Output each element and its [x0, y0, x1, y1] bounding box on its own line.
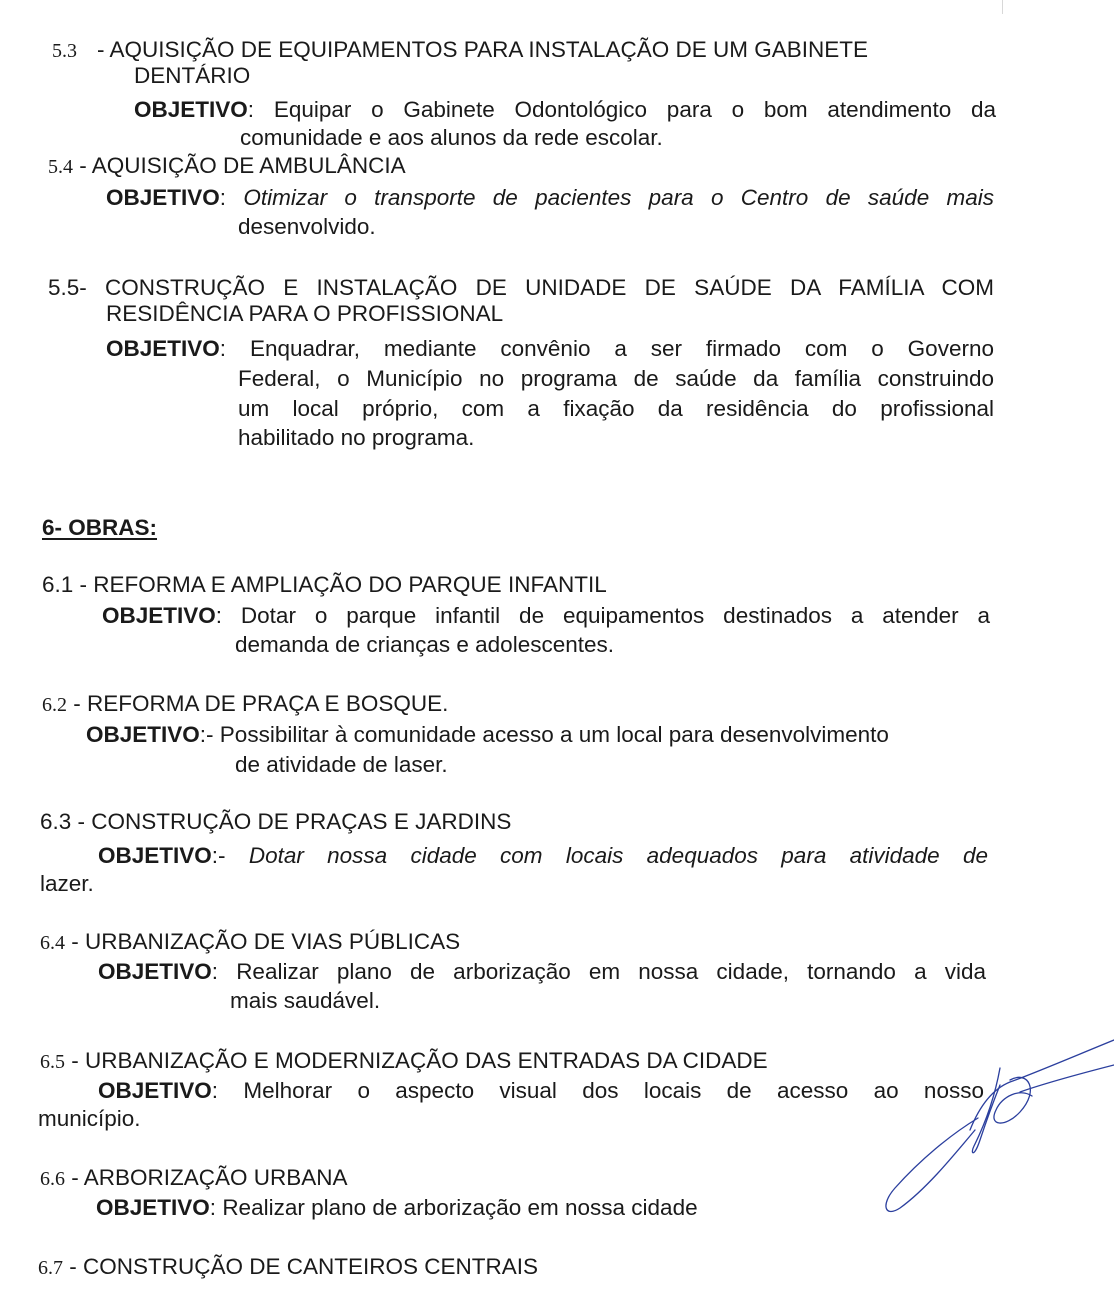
item-5-4-objective-cont: desenvolvido.	[238, 214, 376, 239]
objective-label: OBJETIVO	[106, 185, 220, 210]
item-title: - CONSTRUÇÃO DE CANTEIROS CENTRAIS	[69, 1254, 539, 1279]
item-title: - REFORMA DE PRAÇA E BOSQUE.	[73, 691, 449, 716]
objective-label: OBJETIVO	[98, 1078, 212, 1103]
objective-text: Federal, o Município no programa de saúde da família construindo	[238, 366, 994, 391]
item-6-6-title	[40, 1164, 348, 1193]
objective-label: OBJETIVO	[96, 1195, 210, 1220]
item-5-5-title-cont: RESIDÊNCIA PARA O PROFISSIONAL	[106, 301, 504, 326]
objective-text: Equipar o Gabinete Odontológico para o bom atendimento da	[273, 97, 996, 122]
item-5-3-title-cont: DENTÁRIO	[134, 63, 251, 88]
item-6-5-objective	[98, 1077, 984, 1104]
item-number: 5.3	[52, 40, 77, 62]
objective-label: OBJETIVO	[98, 843, 212, 868]
item-6-7-title	[38, 1253, 538, 1282]
item-6-4-title	[40, 928, 460, 957]
item-6-6-objective	[96, 1194, 698, 1221]
item-6-3-title: 6.3 - CONSTRUÇÃO DE PRAÇAS E JARDINS	[40, 809, 512, 834]
scan-edge-mark	[1002, 0, 1003, 14]
item-6-5-title	[40, 1047, 768, 1076]
objective-separator: :	[219, 336, 227, 361]
item-title: 5.5- CONSTRUÇÃO E INSTALAÇÃO DE UNIDADE DE SAÚDE DA FAMÍLIA COM	[48, 275, 994, 300]
item-5-5-objective-line2	[238, 365, 994, 392]
objective-text: um local próprio, com a fixação da residência do profissional	[238, 396, 994, 421]
item-6-1-objective-cont: demanda de crianças e adolescentes.	[235, 632, 614, 657]
objective-separator: :-	[211, 843, 226, 868]
objective-text: Dotar o parque infantil de equipamentos destinados a atender a	[240, 603, 990, 628]
objective-text: Realizar plano de arborização em nossa cidade, tornando a vida	[236, 959, 986, 984]
objective-text: Enquadrar, mediante convênio a ser firmado com o Governo	[249, 336, 994, 361]
objective-text: Melhorar o aspecto visual dos locais de acesso ao nosso	[243, 1078, 984, 1103]
objective-separator: :-	[199, 722, 214, 747]
item-title: - ARBORIZAÇÃO URBANA	[71, 1165, 348, 1190]
objective-text: Otimizar o transporte de pacientes para o Centro de saúde mais	[243, 185, 994, 210]
item-title: - AQUISIÇÃO DE AMBULÂNCIA	[79, 153, 406, 178]
objective-text: Possibilitar à comunidade acesso a um local para desenvolvimento	[219, 722, 889, 747]
item-5-5-objective	[106, 335, 994, 362]
objective-label: OBJETIVO	[134, 97, 248, 122]
item-number: 6.2	[42, 694, 67, 716]
objective-label: OBJETIVO	[106, 336, 220, 361]
objective-separator: :	[209, 1195, 217, 1220]
item-5-4-objective	[106, 184, 994, 211]
item-5-3-objective-cont: comunidade e aos alunos da rede escolar.	[240, 125, 663, 150]
item-6-5-objective-cont: município.	[38, 1106, 141, 1131]
item-6-2-objective-cont: de atividade de laser.	[235, 752, 448, 777]
item-5-5-objective-line4: habilitado no programa.	[238, 425, 475, 450]
item-5-4-title	[48, 152, 406, 181]
objective-label: OBJETIVO	[98, 959, 212, 984]
item-number: 6.5	[40, 1051, 65, 1073]
item-number: 6.7	[38, 1257, 63, 1279]
item-number: 6.6	[40, 1168, 65, 1190]
item-6-1-objective	[102, 602, 990, 629]
objective-text: Dotar nossa cidade com locais adequados para atividade de	[248, 843, 988, 868]
handwritten-signature-icon	[870, 1030, 1114, 1220]
item-5-5-objective-line3	[238, 395, 994, 422]
objective-label: OBJETIVO	[102, 603, 216, 628]
item-5-5-title	[48, 274, 994, 301]
item-6-2-objective	[86, 721, 889, 748]
section-title-obras: 6- OBRAS:	[42, 515, 158, 540]
item-5-3-objective	[134, 96, 996, 123]
objective-separator: :	[211, 1078, 219, 1103]
item-title: - AQUISIÇÃO DE EQUIPAMENTOS PARA INSTALAÇÃO DE UM GABINETE	[97, 37, 868, 62]
item-6-2-title	[42, 690, 448, 719]
item-6-1-title: 6.1 - REFORMA E AMPLIAÇÃO DO PARQUE INFANTIL	[42, 572, 607, 597]
objective-label: OBJETIVO	[86, 722, 200, 747]
item-6-4-objective-cont: mais saudável.	[230, 988, 381, 1013]
item-6-3-objective	[98, 842, 988, 869]
objective-text: Realizar plano de arborização em nossa cidade	[222, 1195, 698, 1220]
item-6-4-objective	[98, 958, 986, 985]
objective-separator: :	[247, 97, 255, 122]
objective-separator: :	[211, 959, 219, 984]
objective-separator: :	[219, 185, 227, 210]
item-title: - URBANIZAÇÃO E MODERNIZAÇÃO DAS ENTRADAS DA CIDADE	[71, 1048, 768, 1073]
item-5-3-title	[52, 36, 868, 65]
item-6-3-objective-cont: lazer.	[40, 871, 94, 896]
item-number: 5.4	[48, 156, 73, 178]
item-number: 6.4	[40, 932, 65, 954]
item-title: - URBANIZAÇÃO DE VIAS PÚBLICAS	[71, 929, 461, 954]
objective-separator: :	[215, 603, 223, 628]
